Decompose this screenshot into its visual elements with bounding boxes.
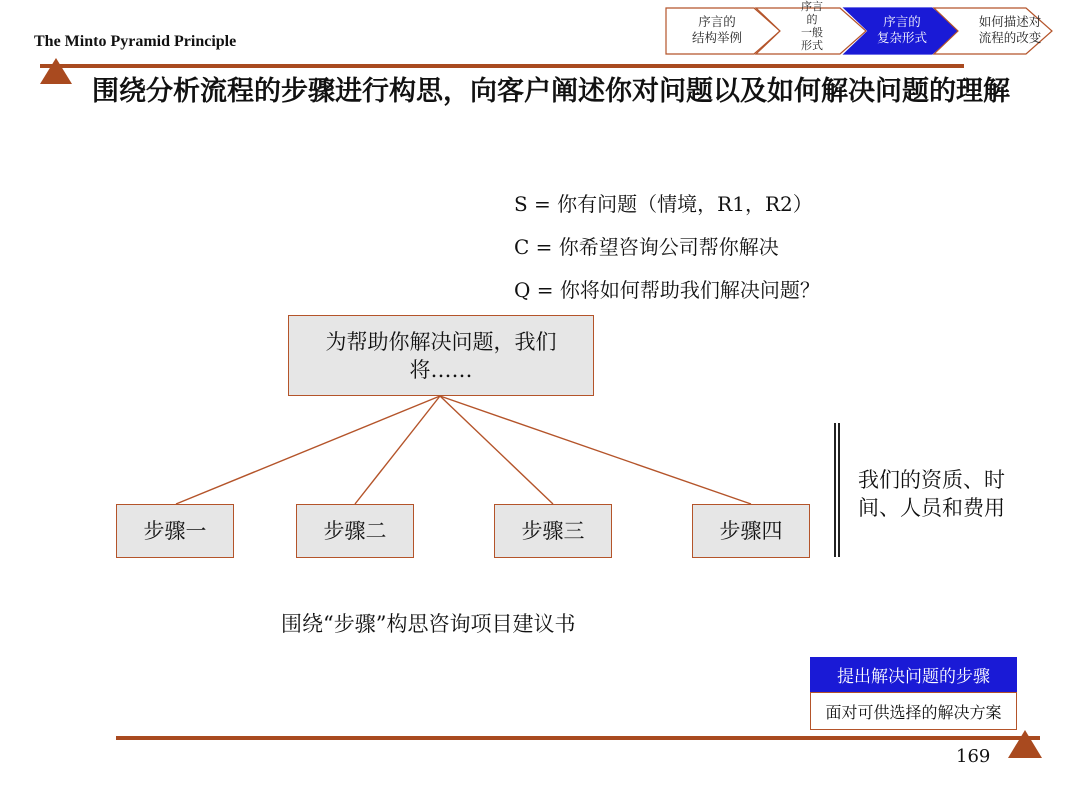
legend-plain (810, 692, 1017, 730)
breadcrumb-item-label: 序言的 结构举例 (691, 14, 742, 45)
scq-question: Q = 你将如何帮助我们解决问题？ (514, 278, 820, 302)
pyramid-marker-icon (1006, 728, 1044, 760)
slide-title: 围绕分析流程的步骤进行构思，向客户阐述你对问题以及如何解决问题的理解 (92, 76, 1010, 107)
divider-bar (838, 423, 840, 557)
breadcrumb-item-label: 序言的 复杂形式 (876, 14, 927, 45)
divider-bar (834, 423, 836, 557)
step-box-4 (692, 504, 810, 558)
step-label: 步骤三 (521, 519, 585, 543)
breadcrumb-item-label: 序言 的 一般 形式 (801, 0, 823, 52)
connector-step-1 (176, 396, 440, 504)
legend-plain-text: 面对可供选择的解决方案 (825, 702, 1002, 722)
scq-situation: S = 你有问题（情境，R1，R2） (514, 192, 813, 216)
step-label: 步骤二 (323, 519, 387, 543)
resources-note: 我们的资质、时间、人员和费用 (858, 468, 1005, 520)
scq-complication: C = 你希望咨询公司帮你解决 (514, 235, 779, 259)
footer-rule (116, 736, 1040, 740)
connector-step-3 (440, 396, 553, 504)
tree-root-box (288, 315, 594, 396)
proposal-caption: 围绕“步骤”构思咨询项目建议书 (281, 612, 576, 636)
legend-highlight (810, 657, 1017, 692)
legend-highlight-text: 提出解决问题的步骤 (837, 667, 990, 687)
step-box-1 (116, 504, 234, 558)
step-box-2 (296, 504, 414, 558)
tree-root-text: 为帮助你解决问题，我们将…… (325, 329, 557, 382)
breadcrumb-item-label: 如何描述对 流程的改变 (978, 14, 1042, 45)
connector-step-2 (355, 396, 440, 504)
book-title: The Minto Pyramid Principle (34, 33, 237, 50)
step-box-3 (494, 504, 612, 558)
page-number: 169 (956, 746, 991, 767)
connector-step-4 (440, 396, 751, 504)
step-label: 步骤四 (719, 519, 783, 543)
step-label: 步骤一 (143, 519, 207, 543)
